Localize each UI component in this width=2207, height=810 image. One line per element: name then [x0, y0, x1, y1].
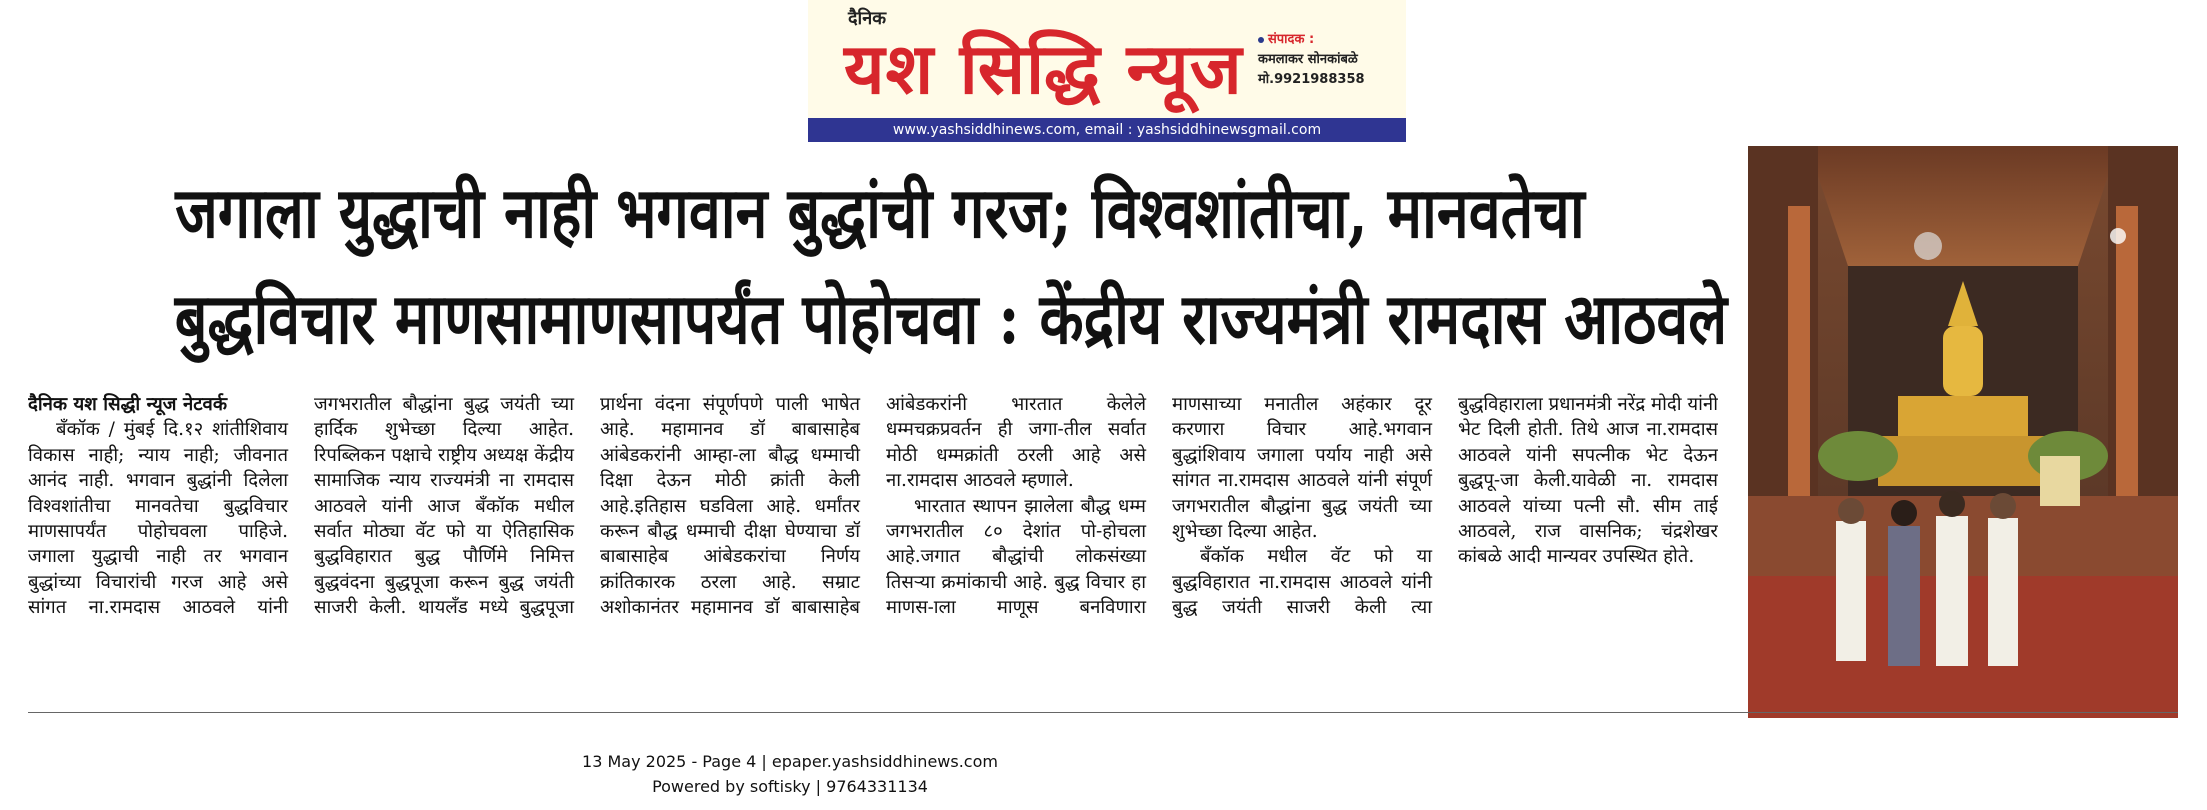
article-paragraph-2: भारतात स्थापन झालेला बौद्ध धम्म जगभरातील ८० देशांत पो-होचला आहे.जगात बौद्धांची लोकसंख्या तिसऱ्या क्रमांकाची आहे. बुद्ध विचार हा माणस-ाला माणूस बनविणारा माणसाच्या मनातील अहंकार दूर करणारा विचार आहे.भगवान बुद्धांशिवाय जगाला पर्याय नाही असे सांगत ना.रामदास आठवले यांनी संपूर्ण जगभरातील बौद्धांना बुद्ध जयंती च्या शुभेच्छा दिल्या आहेत. — [886, 394, 1432, 619]
editor-label: संपादक : — [1268, 32, 1315, 47]
masthead-daily-word: दैनिक — [848, 8, 887, 29]
article-photo — [1748, 146, 2178, 718]
footer-powered-by: Powered by softisky | 9764331134 — [652, 777, 928, 796]
masthead — [808, 0, 1406, 142]
article-paragraph-1: बँकॉक / मुंबई दि.१२ शांतीशिवाय विकास नाही; न्याय नाही; जीवनात आनंद नाही. भगवान बुद्धांनी दिलेला विश्वशांतीचा मानवतेचा बुद्धविचार माणसापर्यंत पोहोचवला पाहिजे. जगाला युद्धाची नाही तर भगवान बुद्धांच्या विचारांची गरज आहे असे सांगत ना.रामदास आठवले यांनी जगभरातील बौद्धांना बुद्ध जयंती च्या हार्दिक शुभेच्छा दिल्या आहेत. रिपब्लिकन पक्षाचे राष्ट्रीय अध्यक्ष केंद्रीय सामाजिक न्याय राज्यमंत्री ना रामदास आठवले यांनी आज बँकॉक मधील सर्वात मोठ्या वॅट फो या ऐतिहासिक बुद्धविहारात बुद्ध पौर्णिमे निमित्त बुद्धवंदना बुद्धपूजा करून बुद्ध जयंती साजरी केली. थायलँड मध्ये बुद्धपूजा प्रार्थना वंदना संपूर्णपणे पाली भाषेत आहे. महामानव डॉ बाबासाहेब आंबेडकरांनी आम्हा-ला बौद्ध धम्माची दिक्षा देऊन मोठी क्रांती केली आहे.इतिहास घडविला आहे. धर्मांतर करून बौद्ध धम्माची दीक्षा घेण्याचा डॉ बाबासाहेब आंबेडकरांचा निर्णय क्रांतिकारक ठरला आहे. सम्राट अशोकानंतर महामानव डॉ बाबासाहेब आंबेडकरांनी भारतात केलेले धम्मचक्रप्रवर्तन ही जगा-तील सर्वात मोठी धम्मक्रांती ठरली आहे असे ना.रामदास आठवले म्हणाले. — [28, 394, 1146, 619]
article-body — [28, 392, 1718, 697]
footer-date-line: 13 May 2025 - Page 4 | epaper.yashsiddhinews.com — [582, 752, 998, 771]
headline — [174, 160, 1728, 372]
article-byline: दैनिक यश सिद्धी न्यूज नेटवर्क — [28, 394, 228, 415]
headline-line-2: बुद्धविचार माणसामाणसापर्यंत पोहोचवा : केंद्रीय राज्यमंत्री रामदास आठवले — [174, 277, 1728, 360]
masthead-web-bar: www.yashsiddhinews.com, email : yashsiddhinewsgmail.com — [808, 118, 1406, 142]
editor-name: कमलाकर सोनकांबळे — [1258, 52, 1358, 67]
masthead-editor-block — [1258, 30, 1365, 90]
article-paragraph-3: बँकॉक मधील वॅट फो या बुद्धविहारात ना.रामदास आठवले यांनी बुद्ध जयंती साजरी केली त्या बुद्धविहाराला प्रधानमंत्री नरेंद्र मोदी यांनी भेट दिली होती. तिथे आज ना.रामदास आठवले यांनी सपत्नीक भेट देऊन बुद्धपू-जा केली.यावेळी ना. रामदास आठवले यांच्या पत्नी सौ. सीम ताई आठवले, राज वासनिक; चंद्रशेखर कांबळे आदी मान्यवर उपस्थित होते. — [1172, 394, 1718, 619]
editor-phone: मो.9921988358 — [1258, 72, 1365, 87]
masthead-title: यश सिद्धि न्यूज — [844, 28, 1243, 110]
headline-line-1: जगाला युद्धाची नाही भगवान बुद्धांची गरज; विश्वशांतीचा, मानवतेचा — [175, 171, 1585, 254]
bullet-icon — [1258, 37, 1264, 43]
page-footer — [0, 749, 1580, 799]
divider — [28, 712, 2178, 713]
